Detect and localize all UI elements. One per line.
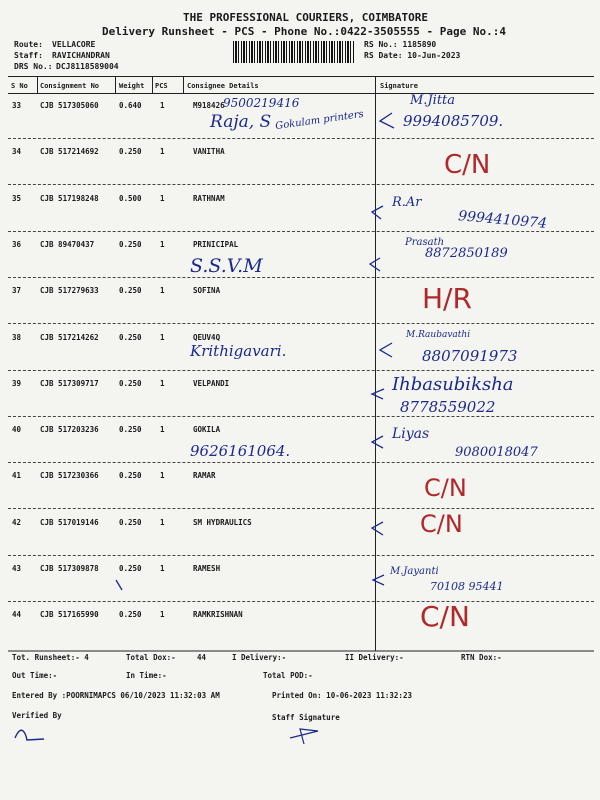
col-header-consignee: Consignee Details — [187, 82, 259, 90]
rs-date: RS Date: 10-Jun-2023 — [364, 51, 461, 60]
cell-pcs: 1 — [160, 286, 165, 295]
cell-consignment-no: CJB 517214692 — [40, 147, 99, 156]
col-header-consignment: Consignment No — [40, 82, 100, 90]
runsheet-subtitle: Delivery Runsheet - PCS - Phone No.:0422-3505555 - Page No.:4 — [102, 25, 506, 38]
cell-sno: 36 — [12, 240, 22, 249]
cell-pcs: 1 — [160, 147, 165, 156]
printed-on: Printed On: 10-06-2023 11:32:23 — [272, 691, 412, 700]
col-header-weight: Weight — [119, 82, 145, 90]
handwritten-signature: M.Jitta — [410, 93, 456, 108]
handwritten-phone: 9626161064. — [190, 442, 291, 460]
cell-pcs: 1 — [160, 379, 165, 388]
cell-weight: 0.250 — [119, 240, 142, 249]
cell-consignment-no: CJB 517230366 — [40, 471, 99, 480]
cell-weight: 0.250 — [119, 379, 142, 388]
handwritten-phone: 8872850189 — [425, 246, 508, 261]
col-header-sno: S No — [11, 82, 28, 90]
cell-pcs: 1 — [160, 240, 165, 249]
handwritten-phone: 8778559022 — [400, 398, 496, 416]
total-runsheet: Tot. Runsheet:- 4 — [12, 653, 89, 662]
cell-weight: 0.250 — [119, 333, 142, 342]
cell-consignment-no: CJB 517198248 — [40, 194, 99, 203]
handwritten-cn-mark: C/N — [424, 474, 467, 502]
cell-consignment-no: CJB 517019146 — [40, 518, 99, 527]
cell-pcs: 1 — [160, 194, 165, 203]
cell-consignee: QEUV4Q — [193, 333, 221, 342]
cell-consignee: RAMKRISHNAN — [193, 610, 243, 619]
cell-consignee: VANITHA — [193, 147, 225, 156]
cell-pcs: 1 — [160, 101, 165, 110]
cell-consignment-no: CJB 89470437 — [40, 240, 95, 249]
cell-sno: 33 — [12, 101, 22, 110]
cell-consignment-no: CJB 517214262 — [40, 333, 99, 342]
cell-consignee: VELPANDI — [193, 379, 230, 388]
cell-weight: 0.250 — [119, 610, 142, 619]
cell-consignment-no: CJB 517279633 — [40, 286, 99, 295]
cell-consignee: RAMAR — [193, 471, 216, 480]
cell-consignment-no: CJB 517203236 — [40, 425, 99, 434]
cell-sno: 42 — [12, 518, 22, 527]
cell-weight: 0.250 — [119, 286, 142, 295]
handwritten-signature: Liyas — [392, 426, 430, 442]
i-delivery: I Delivery:- — [232, 653, 287, 662]
cell-sno: 35 — [12, 194, 22, 203]
drs-value: DCJ8118589004 — [56, 62, 119, 71]
cell-sno: 40 — [12, 425, 22, 434]
handwritten-signature: R.Ar — [392, 195, 422, 210]
cell-weight: 0.640 — [119, 101, 142, 110]
cell-consignment-no: CJB 517165990 — [40, 610, 99, 619]
handwritten-signature: Prasath — [405, 237, 445, 248]
cell-pcs: 1 — [160, 471, 165, 480]
staff-label: Staff: — [14, 51, 43, 60]
in-time: In Time:- — [126, 671, 167, 680]
cell-sno: 39 — [12, 379, 22, 388]
cell-weight: 0.250 — [119, 564, 142, 573]
handwritten-phone: 9994410974 — [457, 208, 548, 232]
cell-consignment-no: CJB 517309878 — [40, 564, 99, 573]
cell-pcs: 1 — [160, 333, 165, 342]
handwritten-phone: 9500219416 — [223, 96, 300, 110]
total-pod: Total POD:- — [263, 671, 313, 680]
route-label: Route: — [14, 40, 43, 49]
company-title: THE PROFESSIONAL COURIERS, COIMBATORE — [183, 11, 429, 24]
verified-by-label: Verified By — [12, 711, 62, 720]
cell-pcs: 1 — [160, 518, 165, 527]
staff-signature-label: Staff Signature — [272, 713, 340, 722]
handwritten-name: Krithigavari. — [190, 342, 287, 360]
total-dox-value: 44 — [197, 653, 207, 662]
out-time: Out Time:- — [12, 671, 58, 680]
cell-weight: 0.250 — [119, 471, 142, 480]
cell-consignment-no: CJB 517305060 — [40, 101, 99, 110]
route-value: VELLACORE — [52, 40, 96, 49]
cell-consignee: GOKILA — [193, 425, 221, 434]
cell-sno: 44 — [12, 610, 22, 619]
cell-weight: 0.250 — [119, 147, 142, 156]
cell-consignee: SM HYDRAULICS — [193, 518, 252, 527]
handwritten-signature: Ihbasubiksha — [392, 374, 514, 395]
handwritten-cn-mark: C/N — [444, 150, 491, 180]
cell-sno: 37 — [12, 286, 22, 295]
handwritten-signature: M.Raubavathi — [406, 330, 471, 340]
handwritten-name: S.S.V.M — [190, 255, 263, 277]
cell-consignee: PRINICIPAL — [193, 240, 239, 249]
handwritten-phone: 70108 95441 — [430, 580, 504, 593]
rtn-dox: RTN Dox:- — [461, 653, 502, 662]
cell-pcs: 1 — [160, 564, 165, 573]
cell-sno: 38 — [12, 333, 22, 342]
cell-consignee: RAMESH — [193, 564, 221, 573]
cell-consignee: SOFINA — [193, 286, 221, 295]
cell-weight: 0.250 — [119, 425, 142, 434]
cell-consignment-no: CJB 517309717 — [40, 379, 99, 388]
drs-label: DRS No.: — [14, 62, 53, 71]
handwritten-signature: M.Jayanti — [390, 566, 439, 577]
staff-value: RAVICHANDRAN — [52, 51, 110, 60]
total-dox-label: Total Dox:- — [126, 653, 176, 662]
handwritten-phone: 9994085709. — [403, 112, 504, 130]
cell-weight: 0.500 — [119, 194, 142, 203]
cell-weight: 0.250 — [119, 518, 142, 527]
entered-by: Entered By :POORNIMAPCS 06/10/2023 11:32:03 AM — [12, 691, 220, 700]
cell-consignee: RATHNAM — [193, 194, 225, 203]
cell-sno: 41 — [12, 471, 22, 480]
cell-consignee: M918426 — [193, 101, 225, 110]
col-header-pcs: PCS — [155, 82, 168, 90]
handwritten-name: Raja, S — [210, 112, 272, 132]
handwritten-phone: 9080018047 — [455, 445, 538, 460]
handwritten-phone: 8807091973 — [422, 347, 518, 365]
col-header-signature: Signature — [380, 82, 418, 90]
ii-delivery: II Delivery:- — [345, 653, 404, 662]
handwritten-cn-mark: C/N — [420, 510, 463, 538]
rs-number: RS No.: 1185890 — [364, 40, 437, 49]
cell-sno: 34 — [12, 147, 22, 156]
handwritten-cn-mark: C/N — [420, 600, 470, 633]
cell-pcs: 1 — [160, 425, 165, 434]
cell-sno: 43 — [12, 564, 22, 573]
cell-pcs: 1 — [160, 610, 165, 619]
handwritten-hr-mark: H/R — [422, 282, 472, 315]
handwritten-note: Gokulam printers — [274, 108, 365, 133]
